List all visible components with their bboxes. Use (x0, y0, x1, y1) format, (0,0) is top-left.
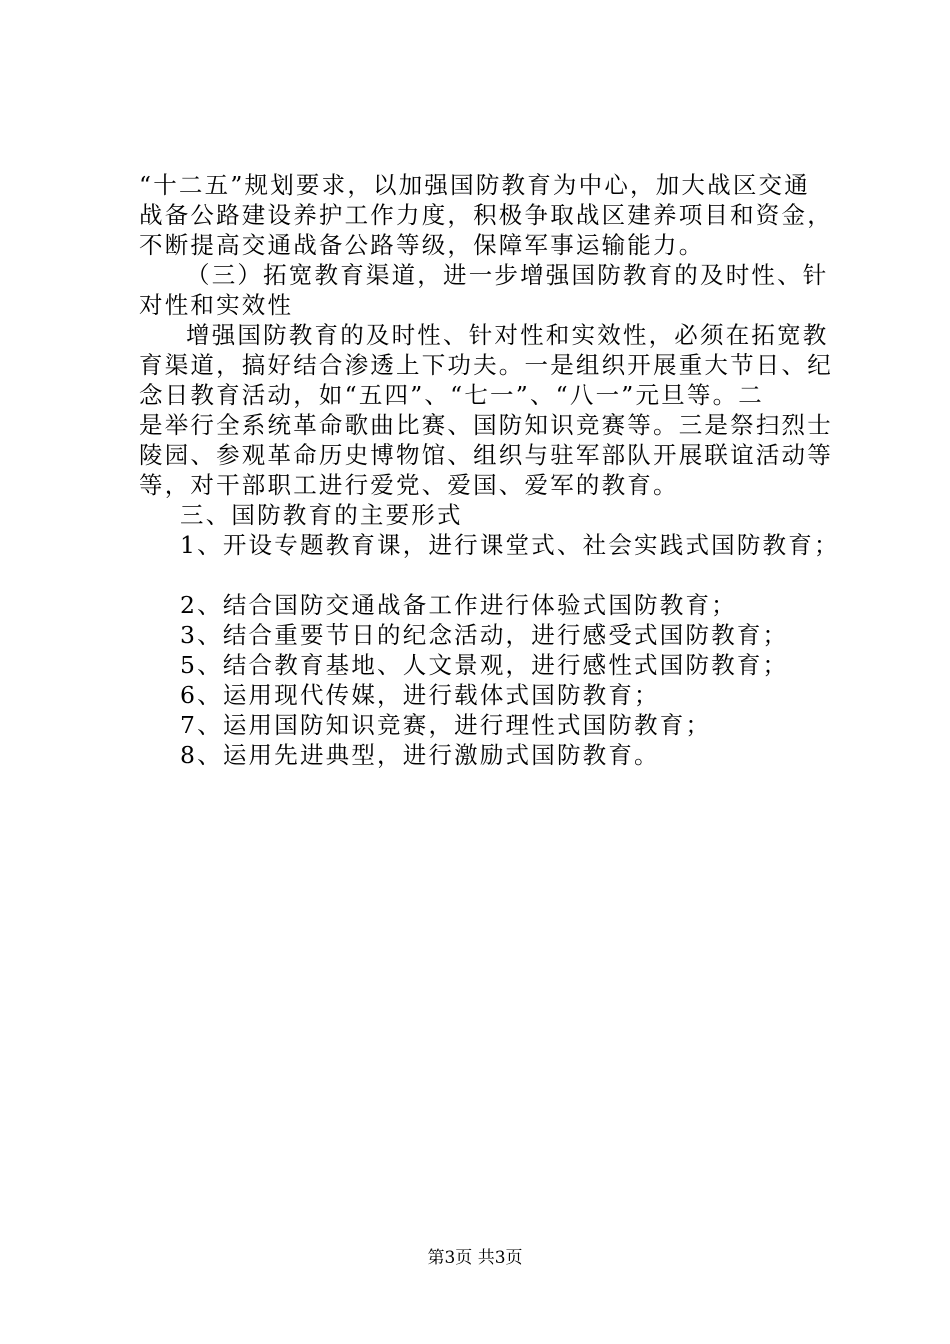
education-forms-list (139, 530, 840, 770)
paragraph-education-channels (139, 320, 834, 500)
subheading-line: （三）拓宽教育渠道，进一步增强国防教育的及时性、针 (186, 261, 829, 289)
list-item: 5、结合教育基地、人文景观，进行感性式国防教育； (180, 651, 789, 679)
list-item: 8、运用先进典型，进行激励式国防教育。 (180, 741, 660, 769)
subheading-three (139, 260, 834, 320)
list-item: 6、运用现代传媒，进行载体式国防教育； (180, 681, 660, 709)
paragraph-line: 增强国防教育的及时性、针对性和实效性，必须在拓宽教 (186, 321, 829, 349)
section-heading: 三、国防教育的主要形式 (180, 501, 463, 529)
list-item: 7、运用国防知识竞赛，进行理性式国防教育； (180, 711, 712, 739)
paragraph-line: 念日教育活动，如“五四”、“七一”、“八一”元旦等。二 (139, 381, 764, 409)
list-item: 1、开设专题教育课，进行课堂式、社会实践式国防教育； (180, 531, 840, 559)
paragraph-line: “十二五”规划要求，以加强国防教育为中心，加大战区交通 (139, 171, 810, 199)
document-body (139, 170, 840, 770)
blank-line (139, 560, 834, 590)
paragraph-line: 陵园、参观革命历史博物馆、组织与驻军部队开展联谊活动等 (139, 441, 833, 469)
list-item: 3、结合重要节日的纪念活动，进行感受式国防教育； (180, 621, 789, 649)
paragraph-line: 不断提高交通战备公路等级，保障军事运输能力。 (139, 231, 705, 259)
list-item: 2、结合国防交通战备工作进行体验式国防教育； (180, 591, 737, 619)
page-footer: 第3页 共3页 (427, 1248, 523, 1268)
paragraph-transport-roads (139, 170, 834, 260)
paragraph-line: 等，对干部职工进行爱党、爱国、爱军的教育。 (139, 471, 679, 499)
paragraph-line: 是举行全系统革命歌曲比赛、国防知识竞赛等。三是祭扫烈士 (139, 411, 833, 439)
paragraph-line: 战备公路建设养护工作力度，积极争取战区建养项目和资金， (139, 201, 833, 229)
subheading-line: 对性和实效性 (139, 291, 294, 319)
paragraph-line: 育渠道，搞好结合渗透上下功夫。一是组织开展重大节日、纪 (139, 351, 833, 379)
